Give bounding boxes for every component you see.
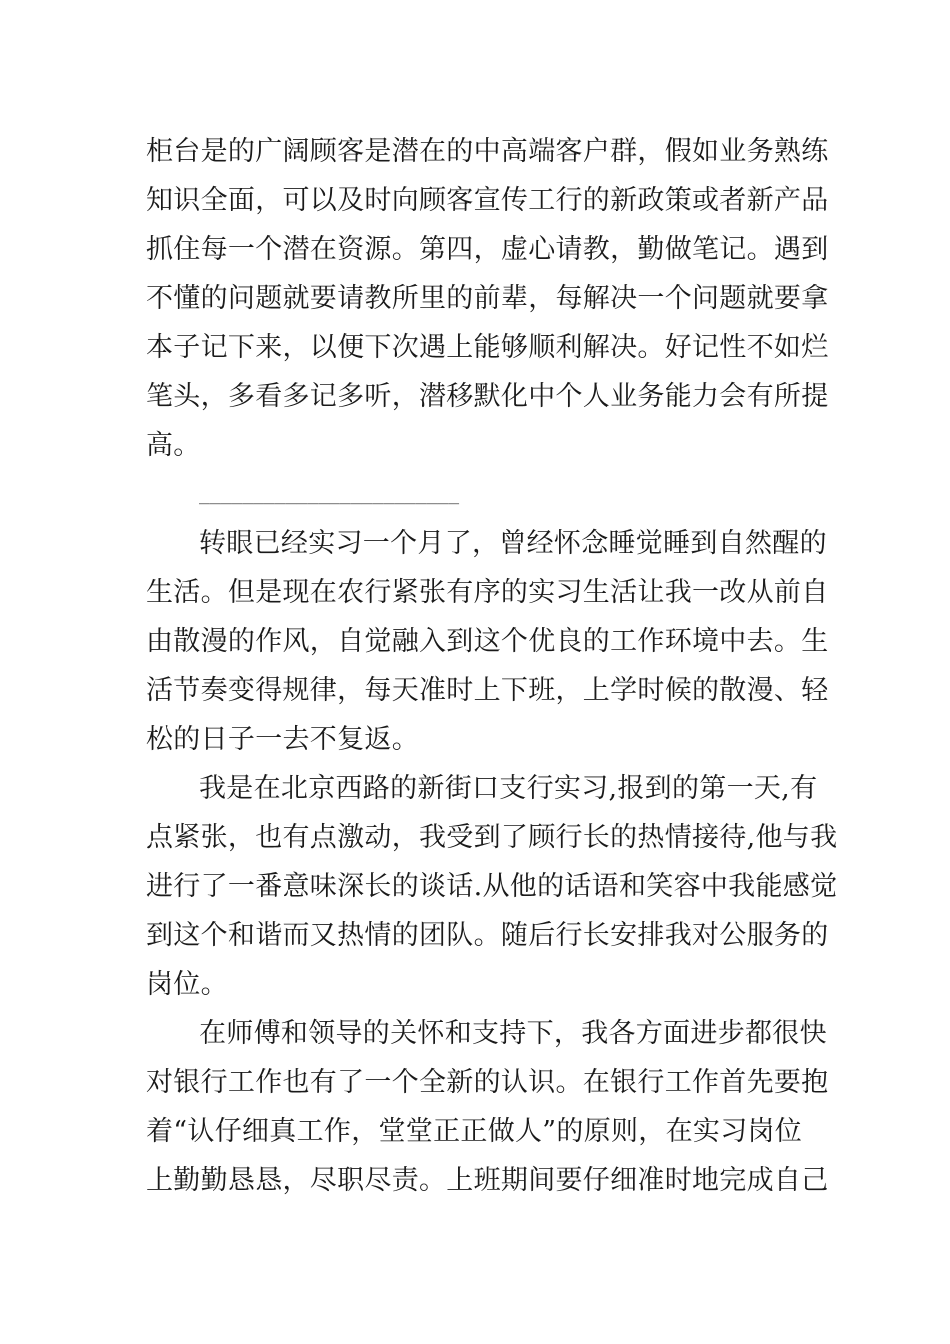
section-separator: ________________________ [199,484,460,505]
text-line: 岗位。 [146,969,228,1000]
text-line: 笔头，多看多记多听，潜移默化中个人业务能力会有所提 [146,381,829,412]
text-line: 本子记下来，以便下次遇上能够顺利解决。好记性不如烂 [146,332,829,363]
paragraph [146,764,838,1009]
text-line: 着“认仔细真工作，堂堂正正做人”的原则，在实习岗位 [146,1116,803,1147]
text-line: 知识全面，可以及时向顾客宣传工行的新政策或者新产品 [146,185,829,216]
text-line: 我是在北京西路的新街口支行实习,报到的第一天,有 [199,773,818,804]
text-line: 到这个和谐而又热情的团队。随后行长安排我对公服务的 [146,920,829,951]
text-line: 生活。但是现在农行紧张有序的实习生活让我一改从前自 [146,577,829,608]
text-line: 对银行工作也有了一个全新的认识。在银行工作首先要抱 [146,1067,829,1098]
text-line: 高。 [146,430,201,461]
paragraph [146,1009,829,1205]
text-line: 点紧张，也有点激动，我受到了顾行长的热情接待,他与我 [146,822,838,853]
paragraph [146,519,829,764]
text-line: 松的日子一去不复返。 [146,724,419,755]
text-line: 活节奏变得规律，每天准时上下班，上学时候的散漫、轻 [146,675,829,706]
text-line: 转眼已经实习一个月了，曾经怀念睡觉睡到自然醒的 [199,528,827,559]
text-line: 柜台是的广阔顾客是潜在的中高端客户群，假如业务熟练 [146,136,829,167]
document-page [146,127,838,1205]
text-line: 抓住每一个潜在资源。第四，虚心请教，勤做笔记。遇到 [146,234,829,265]
text-line: 进行了一番意味深长的谈话.从他的话语和笑容中我能感觉 [146,871,838,902]
text-line: 上勤勤恳恳，尽职尽责。上班期间要仔细准时地完成自己 [146,1165,829,1196]
paragraph-continuation [146,127,829,470]
text-line: 在师傅和领导的关怀和支持下，我各方面进步都很快 [199,1018,827,1049]
text-line: 由散漫的作风，自觉融入到这个优良的工作环境中去。生 [146,626,829,657]
text-line: 不懂的问题就要请教所里的前辈，每解决一个问题就要拿 [146,283,829,314]
